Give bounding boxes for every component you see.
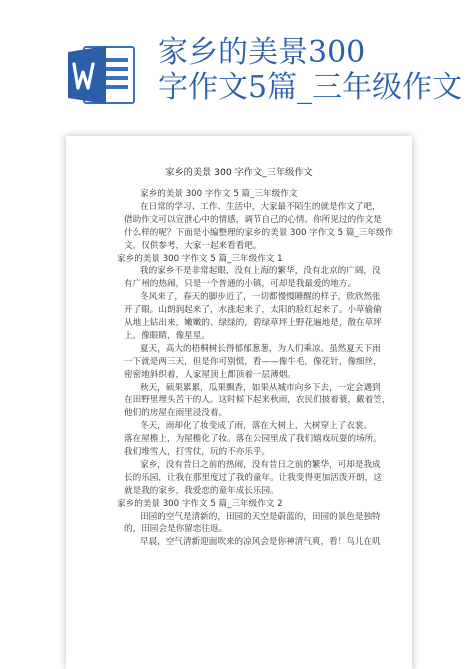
banner-title-line-1: 家乡的美景300 <box>158 35 366 70</box>
document-page <box>66 136 412 669</box>
paragraph-line: 冬天，雨却化了妆变成了雨，落在大树上，大树穿上了衣裳。 <box>140 421 373 432</box>
paragraph-line: 从地上钻出来，嫩嫩的、绿绿的，碧绿草坪上野花遍地是，散在草坪 <box>124 318 382 328</box>
paragraph-line: 借助作文可以宣泄心中的情感，调节自己的心情。你所见过的作文是 <box>124 214 382 225</box>
paragraph-line: 落在屋檐上，为屋檐化了妆。落在公园里成了我们嬉戏玩耍的场所。 <box>124 434 382 445</box>
paragraph-line: 密密地斜织着，人家屋顶上都顶着一层薄烟。 <box>124 369 296 380</box>
paragraph-line: 田园的空气是清新的，田园的天空是蔚蓝的，田园的景色是独特 <box>140 511 381 522</box>
paragraph-line: 秋天，硕果累累，瓜果飘香，如果从城市向乡下去，一定会遇到 <box>140 382 381 393</box>
paragraph-line: 我们堆雪人，打雪仗，玩的不亦乐乎。 <box>124 447 271 457</box>
paragraph-line: 在田野里埋头苦干的人。这时候下起来秋雨，农民们披着蓑，戴着笠， <box>124 395 391 406</box>
document-title: 家乡的美景 300 字作文_三年级作文 <box>165 167 313 178</box>
section-heading: 家乡的美景 300 字作文 5 篇_三年级作文 2 <box>117 498 283 509</box>
paragraph-line: 夏天，高大的梧桐树长得郁郁葱葱，为人们乘凉。虽然夏天下雨 <box>140 343 381 354</box>
paragraph-line: 开了眼。山朗润起来了，水涨起来了，太阳的脸红起来了。小草偷偷 <box>124 305 382 316</box>
paragraph-line: 就是我的家乡，我爱恋的童年成长乐园。 <box>124 485 279 496</box>
paragraph-line: 的，田园会是你留恋往返。 <box>124 524 228 535</box>
section-heading: 家乡的美景 300 字作文 5 篇_三年级作文 1 <box>117 253 283 264</box>
paragraph-line: 早晨，空气清新迎面吹来的凉风会是你神清气爽，看！鸟儿在叽 <box>140 537 381 548</box>
paragraph-line: 在日常的学习、工作、生活中，大家最不陌生的就是作文了吧， <box>140 201 381 212</box>
header-banner <box>0 0 474 125</box>
paragraph-line: 我的家乡不是非常起眼，没有上海的繁华，没有北京的广阔，没 <box>140 266 381 277</box>
paragraph-line: 上，像眼睛，像星星。 <box>124 330 210 341</box>
paragraph-line: 长的乐园，让我在那里度过了我的童年。让我变得更加活泼开朗，这 <box>124 472 382 483</box>
paragraph-line: 他们的房屋在雨里浸没着。 <box>124 408 228 419</box>
paragraph-line: 家乡的美景 300 字作文 5 篇_三年级作文 <box>140 189 298 199</box>
paragraph-line: 家乡，没有昔日之前的热闹，没有昔日之前的繁华，可却是我成 <box>140 459 381 470</box>
paragraph-line: 文，仅供参考，大家一起来看看吧。 <box>124 240 262 251</box>
paragraph-line: 冬风来了，春天的脚步近了，一切都慢慢睡醒的样子，欣欣然张 <box>140 292 381 303</box>
paragraph-line: 有广州的热闹，只是一个普通的小镇，可却是我最爱的地方。 <box>124 279 357 290</box>
paragraph-line: 什么样的呢？下面是小编整理的家乡的美景 300 字作文 5 篇_三年级作 <box>124 227 394 238</box>
word-document-icon <box>66 44 138 106</box>
banner-title-line-2: 字作文5篇_三年级作文 <box>158 70 463 105</box>
paragraph-line: 一下就是两三天，但是你可别慌，看——像牛毛，像花针，像细丝， <box>124 356 382 367</box>
